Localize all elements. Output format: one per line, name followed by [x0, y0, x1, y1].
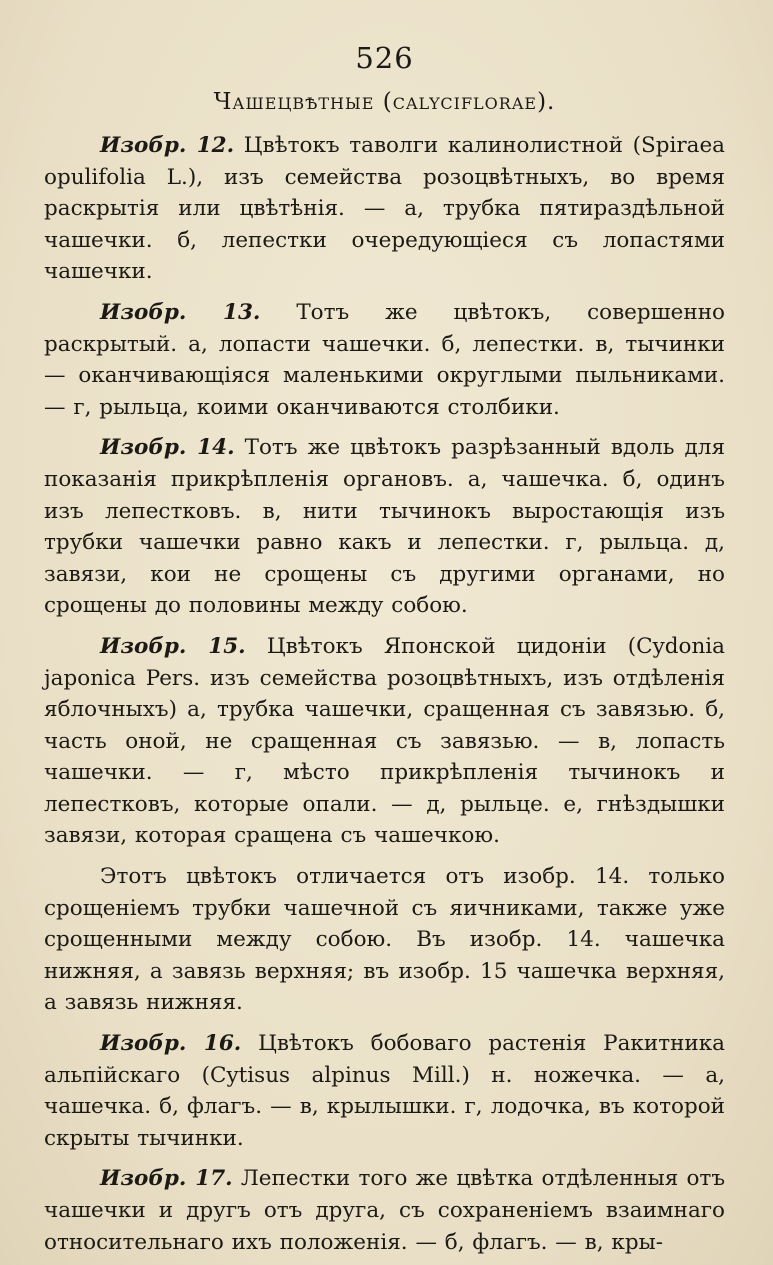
paragraph-figure-17 — [44, 1163, 725, 1258]
paragraph-figure-12 — [44, 130, 725, 288]
figure-reference: Изобр. 14. — [100, 435, 235, 461]
paragraph-figure-16 — [44, 1028, 725, 1154]
paragraph-figure-13 — [44, 297, 725, 423]
figure-reference: Изобр. 16. — [100, 1031, 242, 1057]
paragraph-comparison — [44, 861, 725, 1019]
figure-reference: Изобр. 17. — [100, 1166, 233, 1192]
paragraph-text: Этотъ цвѣтокъ отличается отъ изобр. 14. только срощеніемъ трубки чашечной съ яичниками, также уже срощенными между собою. Въ изобр. 14. чашечка нижняя, а завязь верхняя; въ изобр. 15 чашечка верхняя, а завязь нижняя. — [44, 864, 725, 1016]
paragraph-text: Цвѣтокъ бобоваго растенія Ракитника альпійскаго (Cytisus alpinus Mill.) н. ножечка. — а, чашечка. б, флагъ. — в, крылышки. г, лодочка, въ которой скрыты тычинки. — [44, 1031, 726, 1151]
paragraph-text: Тотъ же цвѣтокъ разрѣзанный вдоль для показанія прикрѣпленія органовъ. а, чашечка. б, одинъ изъ лепестковъ. в, нити тычинокъ выростающія изъ трубки чашечки равно какъ и лепестки. г, рыльца. д, завязи, кои не срощены съ другими органами, но срощены до половины между собою. — [44, 435, 726, 619]
paragraph-figure-15 — [44, 631, 725, 852]
figure-reference: Изобр. 12. — [100, 133, 235, 158]
paragraph-text: Цвѣтокъ таволги калинолистной (Spiraea opulifolia L.), изъ семейства розоцвѣтныхъ, во время раскрытія или цвѣтѣнія. — а, трубка пятираздѣльной чашечки. б, лепестки очередующіеся съ лопастями чашечки. — [44, 133, 725, 285]
paragraph-figure-14 — [44, 432, 725, 622]
figure-reference: Изобр. 15. — [100, 633, 246, 659]
section-title: Чашецвѣтные (calyciflorae). — [213, 89, 556, 115]
paragraph-text: Цвѣтокъ Японской цидоніи (Cydonia japonica Pers. изъ семейства розоцвѣтныхъ, изъ отдѣленія яблочныхъ) а, трубка чашечки, сращенная съ завязью. б, часть оной, не сращенная съ завязью. — в, лопасть чашечки. — г, мѣсто прикрѣпленія тычинокъ и лепестковъ, которые опали. — д, рыльце. е, гнѣздышки завязи, которая сращена съ чашечкою. — [44, 633, 726, 849]
figure-reference: Изобр. 13. — [100, 299, 261, 325]
paragraph-text: Лепестки того же цвѣтка отдѣленныя отъ чашечки и другъ отъ друга, съ сохраненіемъ взаимнаго относительнаго ихъ положенія. — б, флагъ. — в, кры- — [44, 1166, 726, 1255]
page-number: 526 — [355, 41, 414, 75]
paragraph-text: Тотъ же цвѣтокъ, совершенно раскрытый. а, лопасти чашечки. б, лепестки. в, тычинки — оканчивающіяся маленькими округлыми пыльниками. — г, рыльца, коими оканчиваются столбики. — [44, 299, 725, 420]
